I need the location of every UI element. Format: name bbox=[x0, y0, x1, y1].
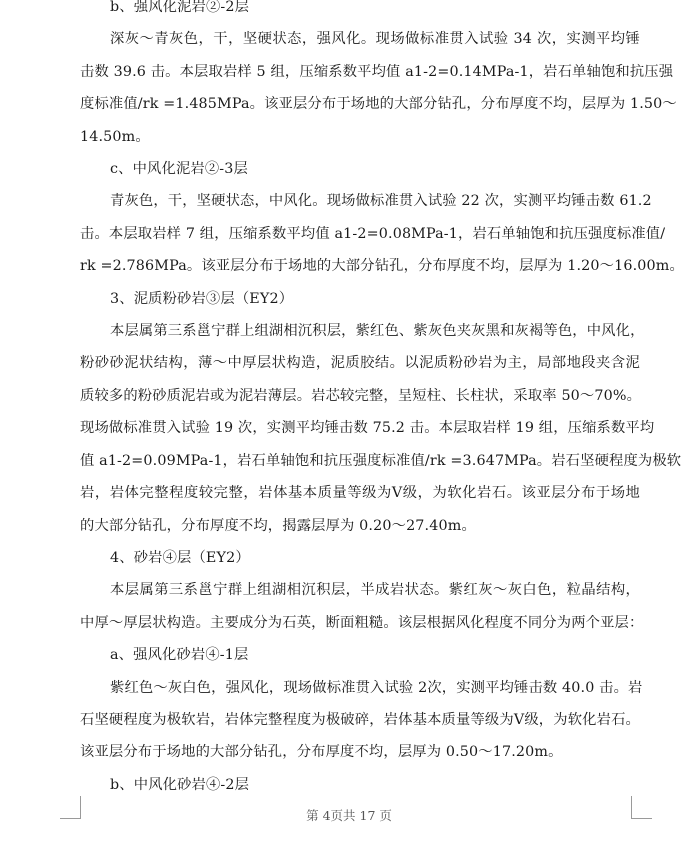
paragraph-line: 深灰～青灰色，干，坚硬状态，强风化。现场做标准贯入试验 34 次，实测平均锤 bbox=[110, 31, 640, 48]
paragraph-line: 粉砂砂泥状结构，薄～中厚层状构造，泥质胶结。以泥质粉砂岩为主，局部地段夹含泥 bbox=[80, 355, 640, 372]
paragraph-line: 中厚～厚层状构造。主要成分为石英，断面粗糙。该层根据风化程度不同分为两个亚层： bbox=[80, 614, 644, 631]
page-footer bbox=[0, 806, 698, 824]
paragraph-line: 本层属第三系邕宁群上组湖相沉积层，紫红色、紫灰色夹灰黑和灰褐等色，中风化， bbox=[110, 323, 645, 340]
paragraph-line: 击数 39.6 击。本层取岩样 5 组，压缩系数平均值 a1-2=0.14MPa-1，岩石单轴饱和抗压强 bbox=[80, 63, 674, 80]
section-heading: b、强风化泥岩②-2层 bbox=[110, 0, 250, 15]
paragraph-line: 该亚层分布于场地的大部分钻孔，分布厚度不均，层厚为 0.50～17.20m。 bbox=[80, 744, 563, 761]
body-paragraph bbox=[80, 23, 677, 153]
paragraph-line: 现场做标准贯入试验 19 次，实测平均锤击数 75.2 击。本层取岩样 19 组，压缩系数平均 bbox=[80, 420, 655, 437]
section-heading: c、中风化泥岩②-3层 bbox=[110, 161, 248, 178]
paragraph-line: 击。本层取岩样 7 组，压缩系数平均值 a1-2=0.08MPa-1，岩石单轴饱和抗压强度标准值/ bbox=[80, 225, 666, 242]
body-paragraph bbox=[80, 574, 644, 639]
paragraph-line: 度标准值/rk =1.485MPa。该亚层分布于场地的大部分钻孔，分布厚度不均，层厚为 1.50～ bbox=[80, 96, 677, 113]
section-heading: 3、泥质粉砂岩③层（EY2） bbox=[110, 290, 294, 307]
paragraph-line: rk =2.786MPa。该亚层分布于场地的大部分钻孔，分布厚度不均，层厚为 1.20～16.00m。 bbox=[80, 258, 684, 275]
paragraph-line: 紫红色～灰白色，强风化，现场做标准贯入试验 2次，实测平均锤击数 40.0 击。岩 bbox=[110, 679, 643, 696]
paragraph-line: 的大部分钻孔，分布厚度不均，揭露层厚为 0.20～27.40m。 bbox=[80, 517, 476, 534]
paragraph-line: 值 a1-2=0.09MPa-1，岩石单轴饱和抗压强度标准值/rk =3.647MPa。岩石坚硬程度为极软 bbox=[80, 452, 682, 469]
section-heading: b、中风化砂岩④-2层 bbox=[110, 776, 250, 793]
paragraph-line: 青灰色，干，坚硬状态，中风化。现场做标准贯入试验 22 次，实测平均锤击数 61.2 bbox=[110, 193, 652, 210]
body-paragraph bbox=[80, 185, 684, 282]
page-number-label: 第 4页共 17 页 bbox=[306, 808, 392, 823]
section-heading: 4、砂岩④层（EY2） bbox=[110, 549, 250, 566]
paragraph-line: 14.50m。 bbox=[80, 128, 150, 145]
paragraph-line: 岩，岩体完整程度较完整，岩体基本质量等级为Ⅴ级，为软化岩石。该亚层分布于场地 bbox=[80, 485, 640, 502]
body-paragraph bbox=[80, 315, 682, 542]
section-heading: a、强风化砂岩④-1层 bbox=[110, 647, 249, 664]
paragraph-line: 石坚硬程度为极软岩，岩体完整程度为极破碎，岩体基本质量等级为Ⅴ级，为软化岩石。 bbox=[80, 711, 640, 728]
document-body bbox=[80, 0, 684, 801]
paragraph-line: 本层属第三系邕宁群上组湖相沉积层，半成岩状态。紫红灰～灰白色，粒晶结构， bbox=[110, 582, 640, 599]
body-paragraph bbox=[80, 672, 643, 769]
paragraph-line: 质较多的粉砂质泥岩或为泥岩薄层。岩芯较完整，呈短柱、长柱状，采取率 50～70%。 bbox=[80, 387, 642, 404]
